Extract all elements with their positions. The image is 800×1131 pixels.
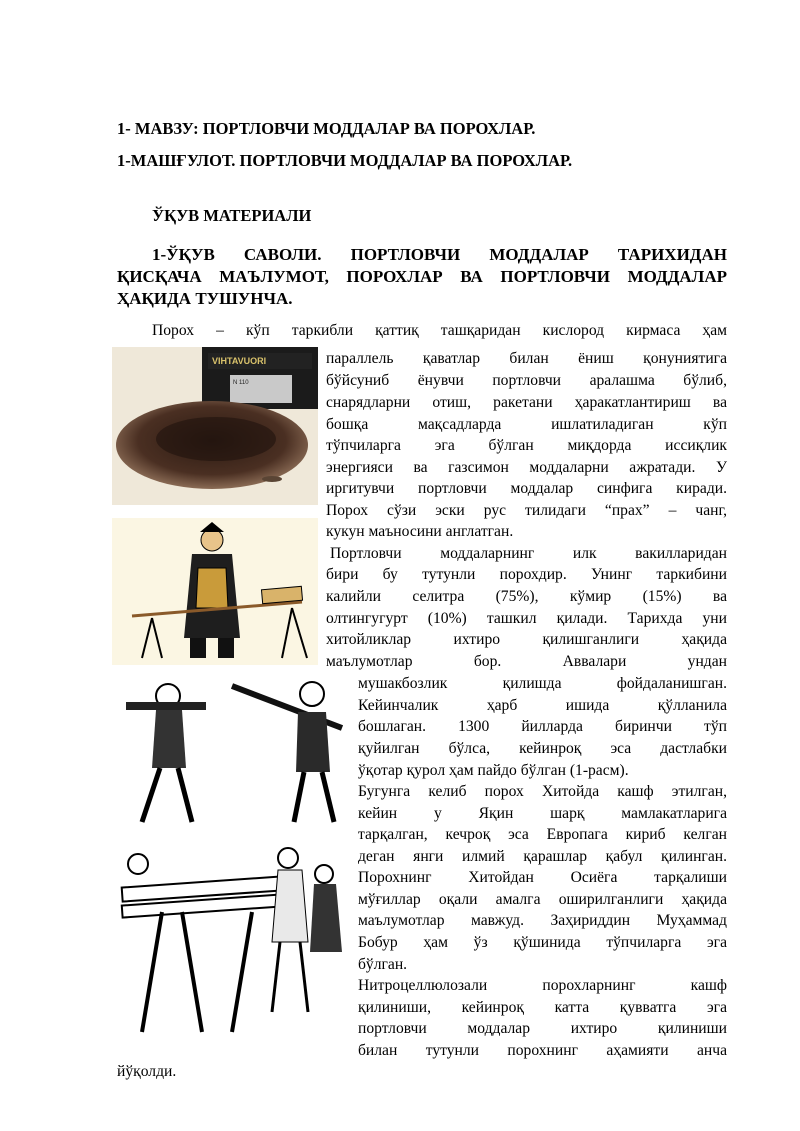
body-line: кукун маъносини англатган. — [326, 523, 514, 540]
body-line: кейин у Яқин шарқ мамлакатларига — [358, 805, 727, 822]
body-line: бошқа мақсадларда ишлатиладиган кўп — [326, 416, 727, 433]
body-line: Кейинчалик ҳарб ишида қўлланила — [358, 697, 727, 714]
material-heading: ЎҚУВ МАТЕРИАЛИ — [152, 206, 312, 225]
body-line: маълумотлар бор. Аввалари ундан — [326, 653, 727, 670]
body-line: маълумотлар мавжуд. Заҳириддин Муҳаммад — [358, 912, 727, 929]
body-line: бири бу тутунли порохдир. Унинг таркибини — [326, 566, 727, 583]
body-line: мушакбозлик қилишда фойдаланишган. — [358, 675, 727, 692]
body-line: энергияси ва газсимон моддаларни ажратади. У — [326, 459, 727, 476]
body-line: Порох – кўп таркибли қаттиқ ташқаридан кислород кирмаса ҳам — [152, 322, 727, 339]
body-line: Бугунга келиб порох Хитойда кашф этилган, — [358, 783, 727, 800]
body-line: Бобур ҳам ўз қўшинида тўпчиларга эга — [358, 934, 727, 951]
gunpowder-photo — [112, 347, 318, 505]
question-heading-line: ҲАҚИДА ТУШУНЧА. — [117, 289, 293, 308]
body-line: ўқотар қурол ҳам пайдо бўлган (1-расм). — [358, 762, 629, 779]
body-line: бўйсуниб ёнувчи портловчи аралашма бўлиб, — [326, 372, 727, 389]
body-line: Порохнинг Хитойдан Осиёга тарқалиши — [358, 869, 727, 886]
body-line: тўпчиларга эга бўлган миқдорда иссиқлик — [326, 437, 727, 454]
warrior-rocket-illustration — [112, 518, 318, 665]
body-line: Порох сўзи эски рус тилидаги “прах” – чанг, — [326, 502, 727, 519]
body-line: бошлаган. 1300 йилларда биринчи тўп — [358, 718, 727, 735]
body-line: қуйилган бўлса, кейинроқ эса дастлабки — [358, 740, 727, 757]
question-heading-line: ҚИСҚАЧА МАЪЛУМОТ, ПОРОХЛАР ВА ПОРТЛОВЧИ МОДДАЛАР — [117, 267, 727, 286]
body-line: хитойликлар ихтиро қилишганлиги ҳақида — [326, 631, 727, 648]
body-line: йўқолди. — [117, 1063, 177, 1080]
body-line: портловчи моддалар ихтиро қилиниши — [358, 1020, 727, 1037]
body-line: калийли селитра (75%), кўмир (15%) ва — [326, 588, 727, 605]
question-heading — [117, 244, 727, 310]
question-heading-line: 1-ЎҚУВ САВОЛИ. ПОРТЛОВЧИ МОДДАЛАР ТАРИХИДАН — [152, 245, 727, 264]
hand-cannon-illustration — [112, 672, 350, 834]
body-line: бўлган. — [358, 956, 408, 973]
body-line: тарқалган, кечроқ эса Европага кириб келган — [358, 826, 727, 843]
body-line: иргитувчи портловчи моддалар синфига киради. — [326, 480, 727, 497]
body-line: Портловчи моддаларнинг илк вакилларидан — [330, 545, 727, 562]
lesson-title: 1-МАШҒУЛОТ. ПОРТЛОВЧИ МОДДАЛАР ВА ПОРОХЛАР. — [117, 151, 573, 170]
topic-title: 1- МАВЗУ: ПОРТЛОВЧИ МОДДАЛАР ВА ПОРОХЛАР. — [117, 119, 536, 138]
body-line: қилиниши, кейинроқ катта қувватга эга — [358, 999, 727, 1016]
body-line: мўғиллар оқали амалга оширилганлиги ҳақида — [358, 891, 727, 908]
body-line: параллель қаватлар билан ёниш қонуниятига — [326, 350, 727, 367]
body-line: Нитроцеллюлозали порохларнинг кашф — [358, 977, 727, 994]
body-line: олтингугурт (10%) ташкил қилади. Тарихда уни — [326, 610, 727, 627]
can-small-label: N 110 — [233, 380, 249, 386]
body-line: снарядларни отиш, ракетани ҳаракатлантириш ва — [326, 394, 727, 411]
body-line: деган янги илмий қарашлар қабул қилинган. — [358, 848, 727, 865]
body-line: билан тутунли порохнинг аҳамияти анча — [358, 1042, 727, 1059]
can-label: VIHTAVUORI — [212, 356, 267, 366]
cannon-crew-illustration — [112, 842, 350, 1042]
